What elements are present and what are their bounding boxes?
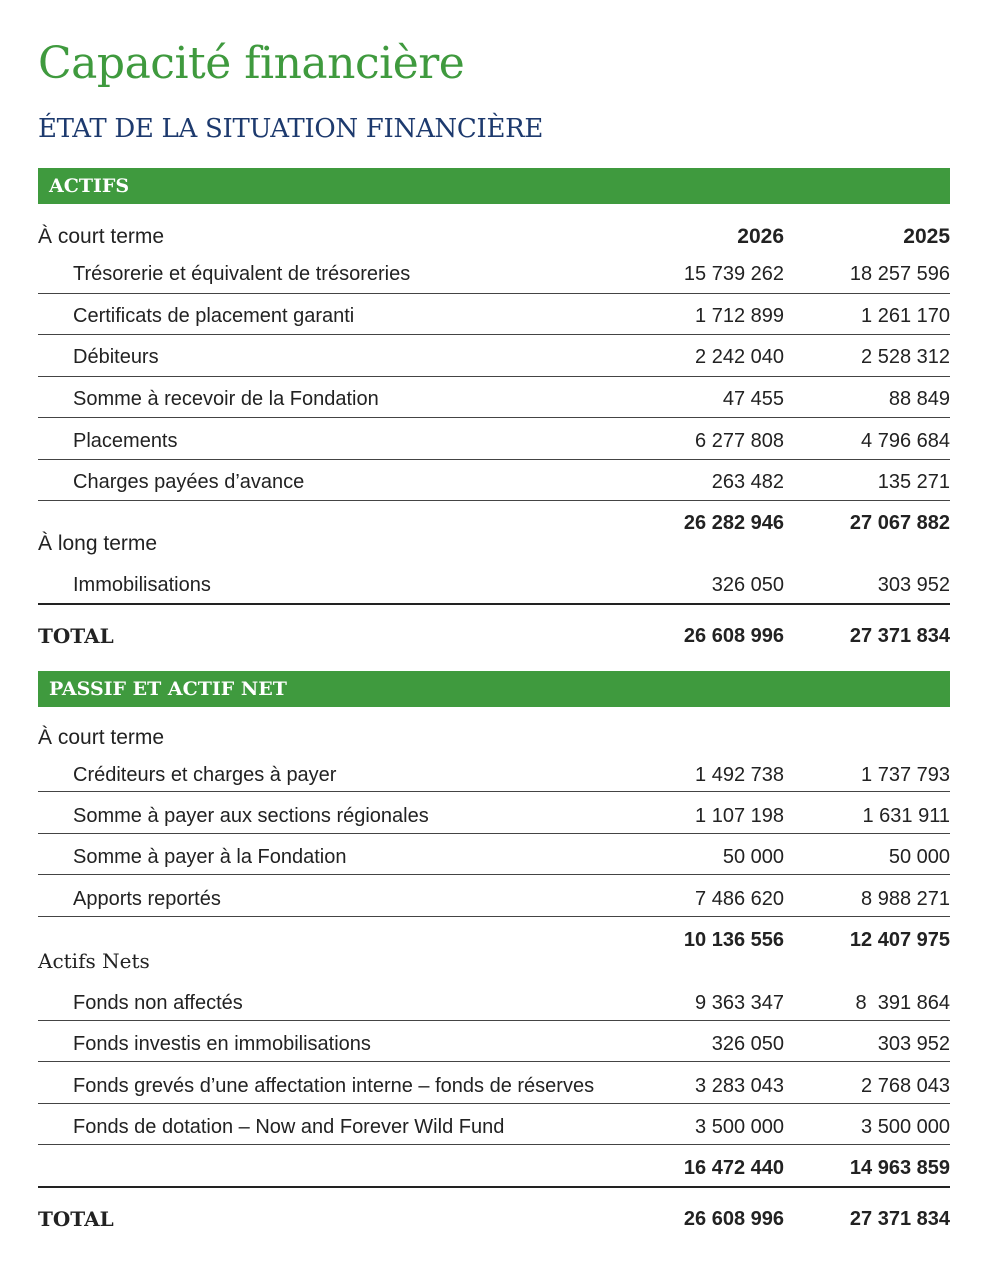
total-2026: 26 608 996 — [683, 625, 784, 647]
row-divider — [38, 916, 950, 917]
value-2025: 303 952 — [877, 574, 950, 596]
value-2025: 8 988 271 — [861, 888, 950, 910]
row-label: Charges payées d’avance — [73, 471, 305, 493]
total-divider — [38, 603, 950, 605]
row-label: Débiteurs — [73, 346, 159, 368]
value-2026: 50 000 — [722, 846, 784, 868]
subtotal-2026: 16 472 440 — [683, 1157, 784, 1179]
value-2026: 1 492 738 — [695, 764, 784, 786]
table-row — [38, 761, 950, 789]
row-label: Fonds non affectés — [73, 992, 243, 1014]
total-2025: 27 371 834 — [849, 1208, 950, 1230]
row-divider — [38, 791, 950, 792]
table-row — [38, 343, 950, 371]
subtotal-2026: 26 282 946 — [683, 512, 784, 534]
value-2025: 1 737 793 — [861, 764, 950, 786]
value-2025: 2 528 312 — [861, 346, 950, 368]
value-2025: 303 952 — [877, 1033, 950, 1055]
row-divider — [38, 500, 950, 501]
group-label: À long terme — [38, 532, 158, 555]
year-2026-header: 2026 — [737, 225, 784, 248]
section-band-liabilities: PASSIF ET ACTIF NET — [38, 671, 950, 707]
subtotal-row — [38, 1154, 950, 1182]
value-2025: 1 261 170 — [861, 305, 950, 327]
row-label: Fonds investis en immobilisations — [73, 1033, 371, 1055]
group-label: À court terme — [38, 726, 165, 749]
total-label: TOTAL — [38, 624, 114, 648]
value-2026: 326 050 — [711, 574, 784, 596]
value-2025: 135 271 — [877, 471, 950, 493]
row-divider — [38, 334, 950, 335]
value-2026: 2 242 040 — [695, 346, 784, 368]
table-row — [38, 571, 950, 599]
value-2025: 1 631 911 — [862, 805, 950, 827]
table-row — [38, 843, 950, 871]
value-2026: 9 363 347 — [695, 992, 784, 1014]
total-2025: 27 371 834 — [849, 625, 950, 647]
row-label: Fonds grevés d’une affectation interne – fonds de réserves — [73, 1075, 595, 1097]
row-label: Somme à recevoir de la Fondation — [73, 388, 379, 410]
value-2026: 1 712 899 — [695, 305, 784, 327]
value-2026: 326 050 — [711, 1033, 784, 1055]
row-divider — [38, 1020, 950, 1021]
value-2025: 50 000 — [888, 846, 950, 868]
value-2026: 7 486 620 — [695, 888, 784, 910]
value-2025: 18 257 596 — [849, 263, 950, 285]
total-label: TOTAL — [38, 1207, 114, 1231]
value-2026: 263 482 — [711, 471, 784, 493]
table-row — [38, 989, 950, 1017]
value-2025: 3 500 000 — [861, 1116, 950, 1138]
row-divider — [38, 874, 950, 875]
subtotal-2026: 10 136 556 — [683, 929, 784, 951]
value-2026: 3 283 043 — [695, 1075, 784, 1097]
assets-short-term-header — [38, 223, 950, 251]
total-row — [38, 622, 950, 650]
row-label: Trésorerie et équivalent de trésoreries — [73, 263, 411, 285]
table-row — [38, 1113, 950, 1141]
section-band-assets: ACTIFS — [38, 168, 950, 204]
page-title: Capacité financière — [38, 38, 465, 89]
table-row — [38, 885, 950, 913]
row-label: Placements — [73, 430, 178, 452]
value-2026: 6 277 808 — [695, 430, 784, 452]
year-2025-header: 2025 — [903, 225, 950, 248]
row-divider — [38, 293, 950, 294]
row-label: Somme à payer aux sections régionales — [73, 805, 429, 827]
row-divider — [38, 1144, 950, 1145]
row-label: Créditeurs et charges à payer — [73, 764, 337, 786]
table-row — [38, 802, 950, 830]
table-row — [38, 1072, 950, 1100]
row-divider — [38, 459, 950, 460]
row-label: Somme à payer à la Fondation — [73, 846, 347, 868]
net-assets-header — [38, 947, 950, 975]
group-label: À court terme — [38, 225, 165, 248]
subtotal-2025: 27 067 882 — [849, 512, 950, 534]
value-2025: 4 796 684 — [861, 430, 950, 452]
value-2025: 2 768 043 — [861, 1075, 950, 1097]
subtotal-2025: 12 407 975 — [849, 929, 950, 951]
total-row — [38, 1205, 950, 1233]
row-divider — [38, 833, 950, 834]
value-2026: 1 107 198 — [695, 805, 784, 827]
value-2026: 47 455 — [722, 388, 784, 410]
value-2025: 88 849 — [888, 388, 950, 410]
table-row — [38, 1030, 950, 1058]
group-label: Actifs Nets — [38, 949, 150, 973]
assets-long-term-header — [38, 530, 950, 558]
total-divider — [38, 1186, 950, 1188]
row-label: Immobilisations — [73, 574, 211, 596]
row-divider — [38, 1061, 950, 1062]
table-row — [38, 260, 950, 288]
page-subtitle: ÉTAT DE LA SITUATION FINANCIÈRE — [38, 114, 544, 144]
row-label: Fonds de dotation – Now and Forever Wild Fund — [73, 1116, 505, 1138]
row-label: Apports reportés — [73, 888, 221, 910]
row-divider — [38, 376, 950, 377]
total-2026: 26 608 996 — [683, 1208, 784, 1230]
table-row — [38, 302, 950, 330]
row-divider — [38, 1103, 950, 1104]
liabilities-short-term-header — [38, 724, 950, 752]
table-row — [38, 427, 950, 455]
row-label: Certificats de placement garanti — [73, 305, 355, 327]
value-2025: 8 391 864 — [855, 992, 950, 1014]
value-2026: 15 739 262 — [683, 263, 784, 285]
value-2026: 3 500 000 — [695, 1116, 784, 1138]
table-row — [38, 385, 950, 413]
row-divider — [38, 417, 950, 418]
table-row — [38, 468, 950, 496]
subtotal-2025: 14 963 859 — [849, 1157, 950, 1179]
